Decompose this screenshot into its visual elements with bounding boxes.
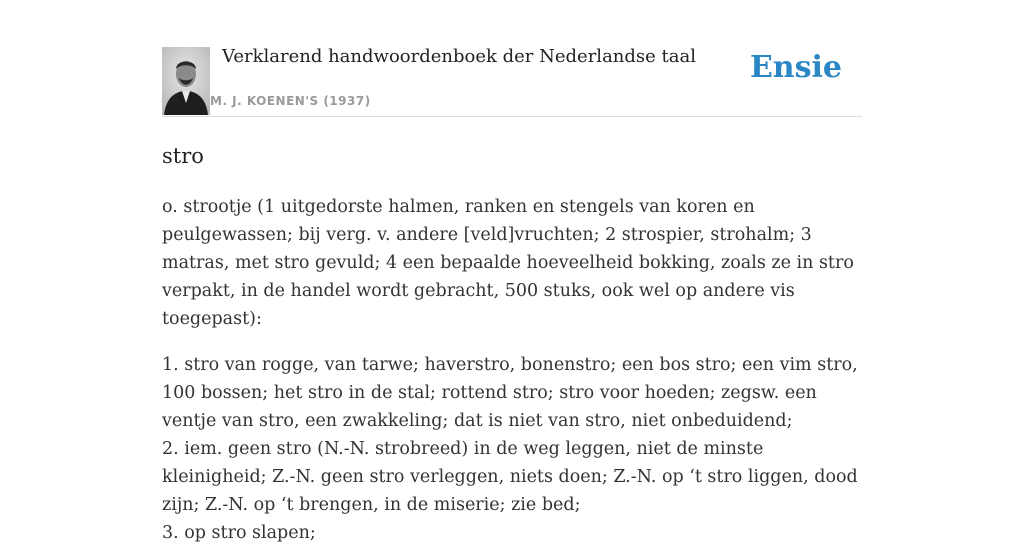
sense-item: 2. iem. geen stro (N.-N. strobreed) in de weg leggen, niet de minste kleinigheid; Z.-N. geen stro verleggen, niets doen; Z.-N. op ‘t stro liggen, dood zijn; Z.-N. op ‘t brengen, in de miserie; zie bed; xyxy=(162,439,858,515)
portrait-icon xyxy=(162,47,210,115)
author-label: M. J. KOENEN'S (1937) xyxy=(210,94,371,108)
author-portrait-avatar xyxy=(162,47,210,115)
entry-definition: o. strootje (1 uitgedorste halmen, ranken en stengels van koren en peulgewassen; bij verg. v. andere [veld]vruchten; 2 strospier, strohalm; 3 matras, met stro gevuld; 4 een bepaalde hoeveelheid bokking, zoals ze in stro verpakt, in de handel wordt gebracht, 500 stuks, ook wel op andere vis toegepast): xyxy=(162,197,854,329)
brand-logo-link[interactable]: Ensie xyxy=(749,50,842,85)
book-title: Verklarend handwoordenboek der Nederlandse taal xyxy=(222,46,696,67)
sense-item: 1. stro van rogge, van tarwe; haverstro, bonenstro; een bos stro; een vim stro, 100 bossen; het stro in de stal; rottend stro; stro voor hoeden; zegsw. een ventje van stro, een zwakkeling; dat is niet van stro, niet onbeduidend; xyxy=(162,355,858,431)
entry-headword: stro xyxy=(162,144,204,168)
entry-senses xyxy=(162,351,862,547)
content-container xyxy=(162,0,862,547)
header xyxy=(162,0,862,117)
sense-item: 3. op stro slapen; xyxy=(162,523,316,543)
